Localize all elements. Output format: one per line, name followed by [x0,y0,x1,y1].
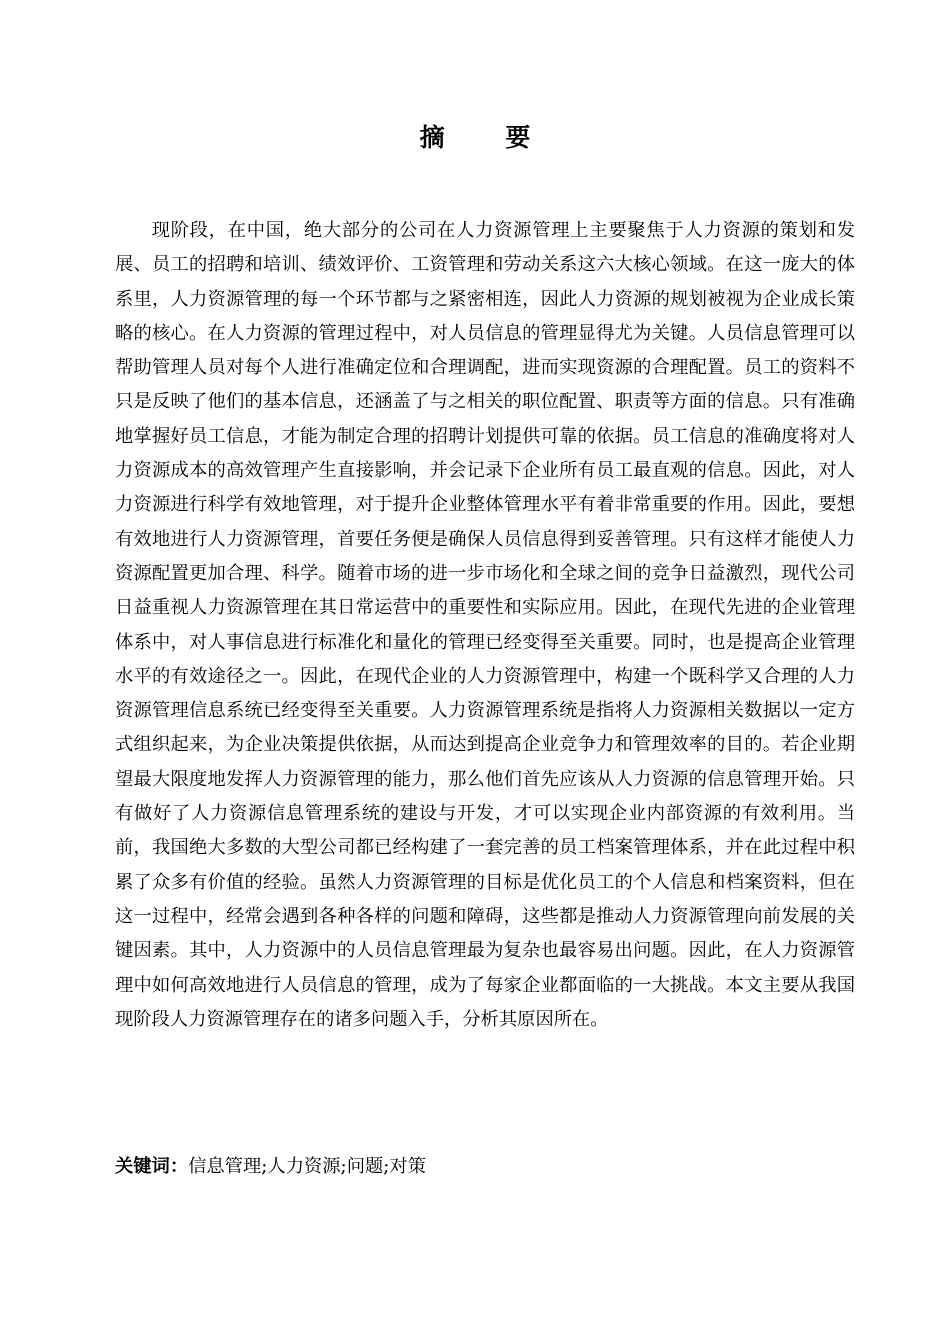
keywords-line [115,1151,855,1183]
page-title: 摘 要 [419,123,557,152]
keywords-label: 关键词： [115,1156,189,1177]
abstract-body: 现阶段，在中国，绝大部分的公司在人力资源管理上主要聚焦于人力资源的策划和发展、员工的招聘和培训、绩效评价、工资管理和劳动关系这六大核心领域。在这一庞大的体系里，人力资源管理的每一个环节都与之紧密相连，因此人力资源的规划被视为企业成长策略的核心。在人力资源的管理过程中，对人员信息的管理显得尤为关键。人员信息管理可以帮助管理人员对每个人进行准确定位和合理调配，进而实现资源的合理配置。员工的资料不只是反映了他们的基本信息，还涵盖了与之相关的职位配置、职责等方面的信息。只有准确地掌握好员工信息，才能为制定合理的招聘计划提供可靠的依据。员工信息的准确度将对人力资源成本的高效管理产生直接影响，并会记录下企业所有员工最直观的信息。因此，对人力资源进行科学有效地管理，对于提升企业整体管理水平有着非常重要的作用。因此，要想有效地进行人力资源管理，首要任务便是确保人员信息得到妥善管理。只有这样才能使人力资源配置更加合理、科学。随着市场的进一步市场化和全球之间的竞争日益激烈，现代公司日益重视人力资源管理在其日常运营中的重要性和实际应用。因此，在现代先进的企业管理体系中，对人事信息进行标准化和量化的管理已经变得至关重要。同时，也是提高企业管理水平的有效途径之一。因此，在现代企业的人力资源管理中，构建一个既科学又合理的人力资源管理信息系统已经变得至关重要。人力资源管理系统是指将人力资源相关数据以一定方式组织起来，为企业决策提供依据，从而达到提高企业竞争力和管理效率的目的。若企业期望最大限度地发挥人力资源管理的能力，那么他们首先应该从人力资源的信息管理开始。只有做好了人力资源信息管理系统的建设与开发，才可以实现企业内部资源的有效利用。当前，我国绝大多数的大型公司都已经构建了一套完善的员工档案管理体系，并在此过程中积累了众多有价值的经验。虽然人力资源管理的目标是优化员工的个人信息和档案资料，但在这一过程中，经常会遇到各种各样的问题和障碍，这些都是推动人力资源管理向前发展的关键因素。其中，人力资源中的人员信息管理最为复杂也最容易出问题。因此，在人力资源管理中如何高效地进行人员信息的管理，成为了每家企业都面临的一大挑战。本文主要从我国现阶段人力资源管理存在的诸多问题入手，分析其原因所在。 [115,220,855,1030]
keywords-value: 信息管理;人力资源;问题;对策 [188,1156,426,1177]
